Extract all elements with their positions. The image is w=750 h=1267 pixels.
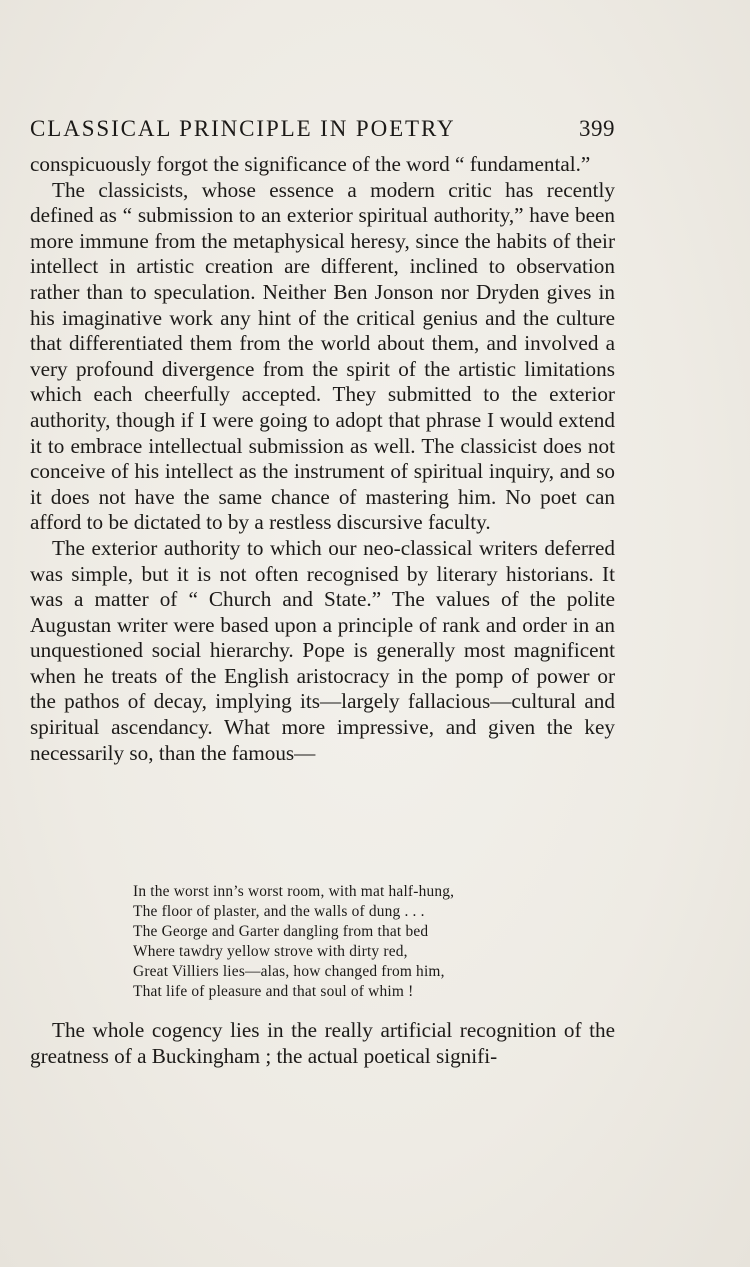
page-number: 399 xyxy=(579,116,615,141)
verse-line: In the worst inn’s worst room, with mat half-hung, xyxy=(133,883,455,900)
verse-quotation xyxy=(133,882,454,1001)
paragraph-classicists: The classicists, whose essence a modern critic has recently defined as “ submission to an exterior spiritual authority,” have been more immune from the metaphysical heresy, since the habits of their intellect in artistic creation are different, inclined to observation rather than to speculation. Neither Ben Jonson nor Dryden gives in his imaginative work any hint of the critical genius and the culture that differentiated them from the world about them, and involved a very profound divergence from the spirit of the artistic limitations which each cheerfully accepted. They submitted to the exterior authority, though if I were going to adopt that phrase I would extend it to embrace intellectual submission as well. The classicist does not conceive of his intellect as the instrument of spiritual inquiry, and so it does not have the same chance of mastering him. No poet can afford to be dictated to by a restless discursive faculty. xyxy=(30,177,615,535)
verse-line: Great Villiers lies—alas, how changed from him, xyxy=(133,962,445,980)
paragraph-continuation: conspicuously forgot the significance of the word “ fundamental.” xyxy=(30,152,591,176)
running-title: CLASSICAL PRINCIPLE IN POETRY xyxy=(30,116,456,141)
verse-line: The George and Garter dangling from that bed xyxy=(133,922,429,940)
verse-line: Where tawdry yellow strove with dirty red, xyxy=(133,942,408,960)
body-text xyxy=(30,152,615,766)
paragraph-exterior-authority: The exterior authority to which our neo-classical writers deferred was simple, but it is not often recognised by literary historians. It was a matter of “ Church and State.” The values of the polite Augustan writer were based upon a principle of rank and order in an unquestioned social hierarchy. Pope is generally most magnificent when he treats of the English aristocracy in the pomp of power or the pathos of decay, implying its—largely fallacious—cultural and spiritual ascendancy. What more impressive, and given the key necessarily so, than the famous— xyxy=(30,535,615,765)
closing-text xyxy=(30,1018,615,1069)
running-head xyxy=(30,116,615,142)
verse-line: The floor of plaster, and the walls of dung . . . xyxy=(133,902,425,920)
paragraph-cogency: The whole cogency lies in the really artificial recognition of the greatness of a Buckingham ; the actual poetical signifi- xyxy=(30,1018,615,1068)
verse-line: That life of pleasure and that soul of whim ! xyxy=(133,982,414,1000)
